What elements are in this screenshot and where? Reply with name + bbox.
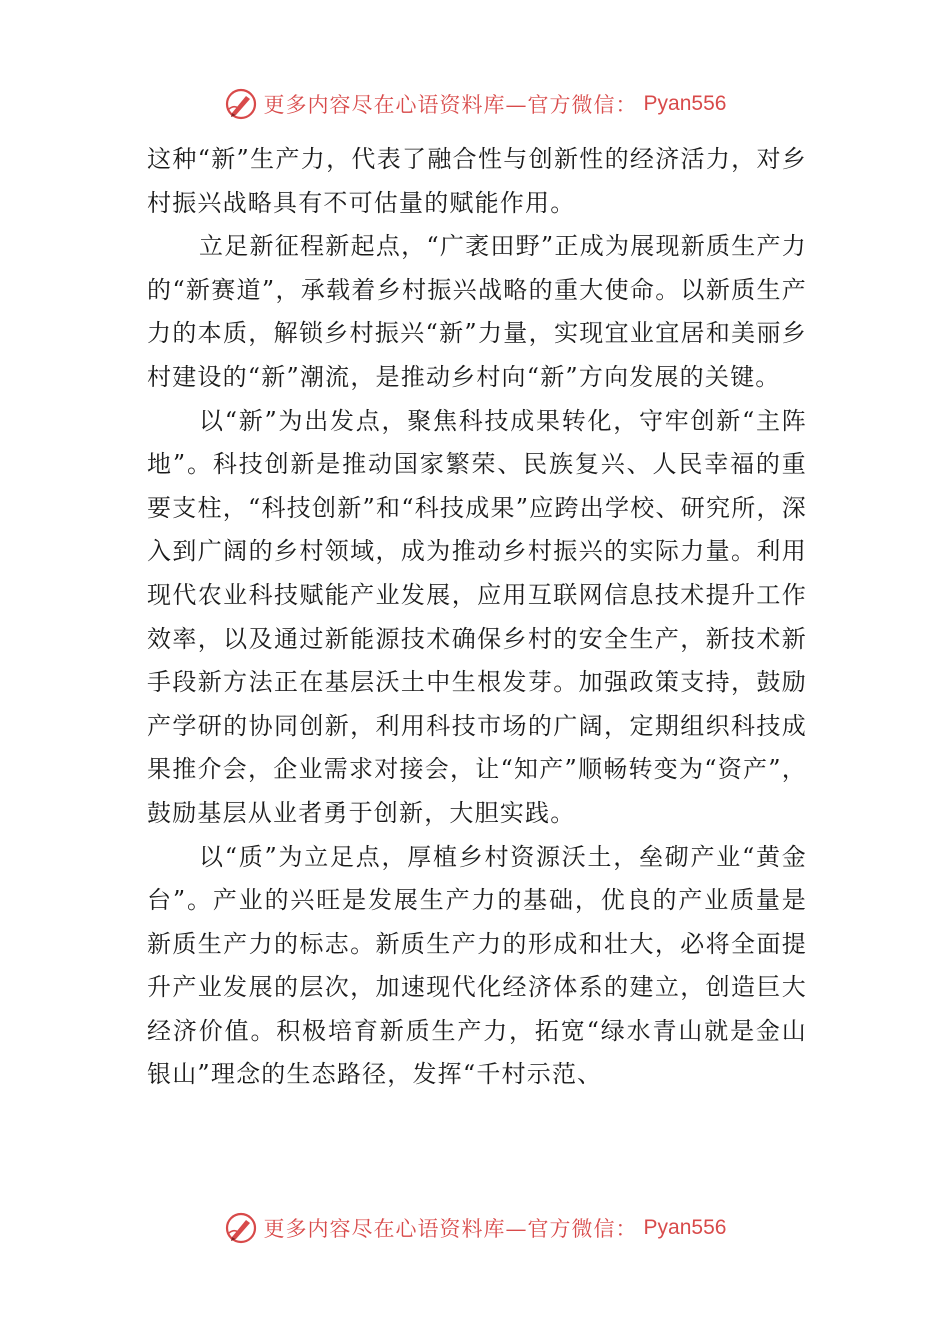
header-banner-wechat-id: Pyan556	[643, 92, 727, 115]
pen-logo-icon	[224, 87, 258, 121]
paragraph-3: 以“新”为出发点，聚焦科技成果转化，守牢创新“主阵地”。科技创新是推动国家繁荣、民族复兴、人民幸福的重要支柱，“科技创新”和“科技成果”应跨出学校、研究所，深入到广阔的乡村领域，成为推动乡村振兴的实际力量。利用现代农业科技赋能产业发展，应用互联网信息技术提升工作效率，以及通过新能源技术确保乡村的安全生产，新技术新手段新方法正在基层沃土中生根发芽。加强政策支持，鼓励产学研的协同创新，利用科技市场的广阔，定期组织科技成果推介会，企业需求对接会，让“知产”顺畅转变为“资产”，鼓励基层从业者勇于创新，大胆实践。	[147, 406, 807, 827]
pen-logo-icon	[224, 1211, 258, 1245]
header-banner	[0, 84, 950, 124]
paragraph-2: 立足新征程新起点，“广袤田野”正成为展现新质生产力的“新赛道”，承载着乡村振兴战略的重大使命。以新质生产力的本质，解锁乡村振兴“新”力量，实现宜业宜居和美丽乡村建设的“新”潮流，是推动乡村向“新”方向发展的关键。	[147, 232, 807, 391]
header-banner-text: 更多内容尽在心语资料库—官方微信：	[263, 93, 638, 117]
paragraph-1: 这种“新”生产力，代表了融合性与创新性的经济活力，对乡村振兴战略具有不可估量的赋能作用。	[147, 145, 807, 217]
footer-banner	[0, 1208, 950, 1248]
footer-banner-wechat-id: Pyan556	[643, 1216, 727, 1239]
footer-banner-text: 更多内容尽在心语资料库—官方微信：	[263, 1217, 638, 1241]
paragraph-4: 以“质”为立足点，厚植乡村资源沃土，垒砌产业“黄金台”。产业的兴旺是发展生产力的基础，优良的产业质量是新质生产力的标志。新质生产力的形成和壮大，必将全面提升产业发展的层次，加速现代化经济体系的建立，创造巨大经济价值。积极培育新质生产力，拓宽“绿水青山就是金山银山”理念的生态路径，发挥“千村示范、	[147, 842, 807, 1089]
document-body	[147, 138, 807, 1097]
